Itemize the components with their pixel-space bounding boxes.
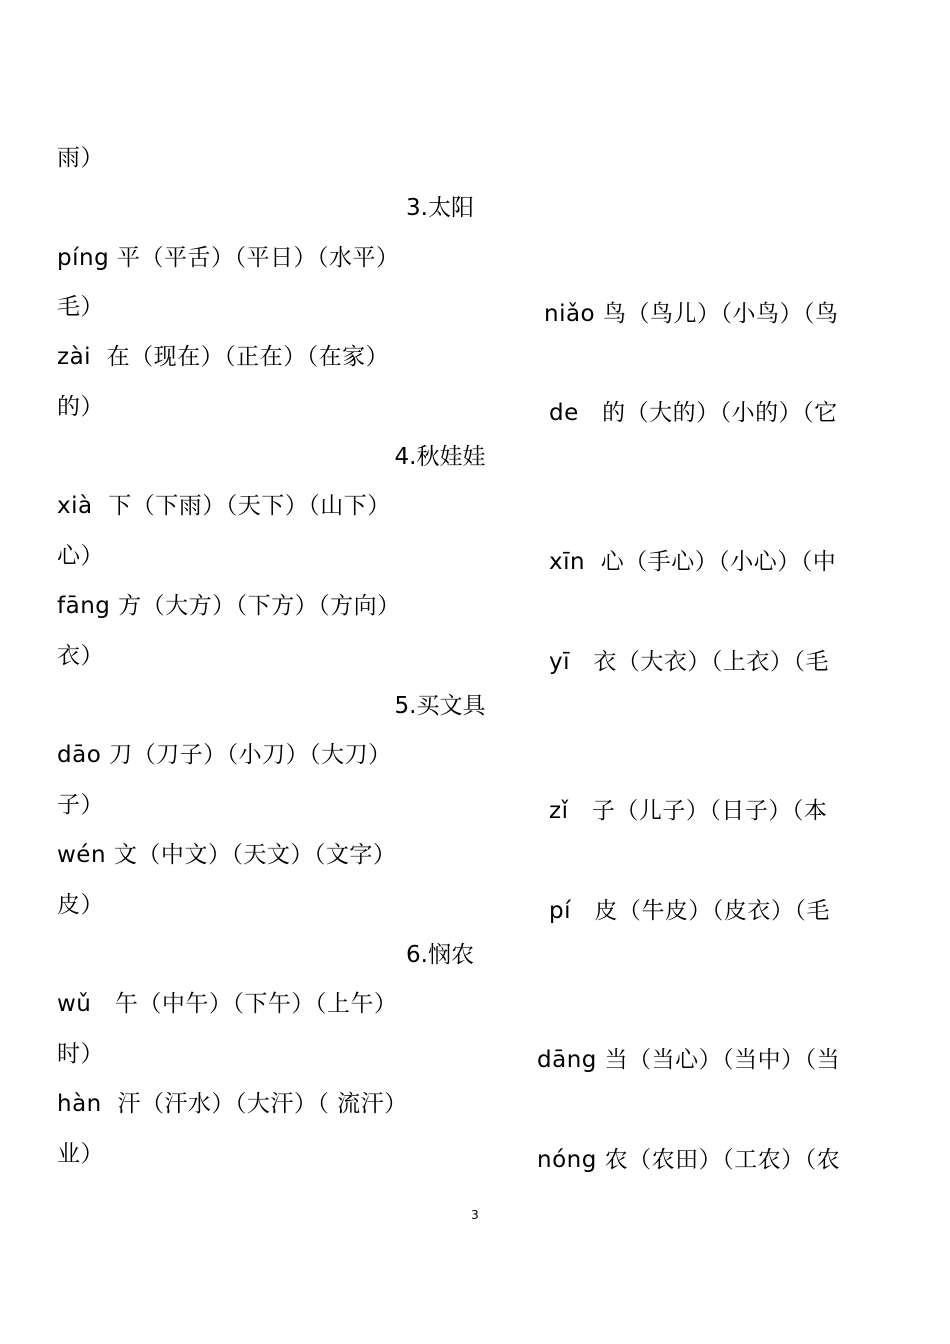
vocab-entry-right: yī 衣（大衣）（上衣）（毛 <box>549 649 829 675</box>
continuation-line: 雨） <box>57 145 104 171</box>
lesson-heading-4: 4.秋娃娃 <box>394 444 486 470</box>
vocab-entry-left: wǔ 午（中午）（下午）（上午） <box>57 991 398 1017</box>
continuation-line: 衣） <box>57 643 104 669</box>
vocab-entry-left: xià 下（下雨）（天下）（山下） <box>57 493 391 519</box>
vocab-entry-right: xīn 心（手心）（小心）（中 <box>549 549 837 575</box>
vocab-entry-left: wén 文（中文）（天文）（文字） <box>57 842 397 868</box>
vocab-entry-right: niǎo 鸟（鸟儿）（小鸟）（鸟 <box>544 301 839 327</box>
vocab-entry-right: zǐ 子（儿子）（日子）（本 <box>549 798 828 824</box>
continuation-line: 毛） <box>57 294 104 320</box>
vocab-entry-left: píng 平（平舌）（平日）（水平） <box>57 245 400 271</box>
page-number: 3 <box>471 1208 479 1222</box>
vocab-entry-left: fāng 方（大方）（下方）（方向） <box>57 593 401 619</box>
continuation-line: 的） <box>57 394 104 420</box>
vocab-entry-left: zài 在（现在）（正在）（在家） <box>57 344 390 370</box>
continuation-line: 业） <box>57 1141 104 1167</box>
vocab-entry-left: hàn 汗（汗水）（大汗）（ 流汗） <box>57 1091 408 1117</box>
vocab-entry-right: nóng 农（农田）（工农）（农 <box>537 1147 841 1173</box>
vocab-entry-left: dāo 刀（刀子）（小刀）（大刀） <box>57 742 392 768</box>
lesson-heading-5: 5.买文具 <box>394 693 486 719</box>
continuation-line: 皮） <box>57 892 104 918</box>
lesson-heading-3: 3.太阳 <box>406 195 474 221</box>
continuation-line: 子） <box>57 792 104 818</box>
vocab-entry-right: pí 皮（牛皮）（皮衣）（毛 <box>549 898 830 924</box>
lesson-heading-6: 6.悯农 <box>406 942 474 968</box>
vocab-entry-right: dāng 当（当心）（当中）（当 <box>537 1047 841 1073</box>
continuation-line: 心） <box>57 543 104 569</box>
continuation-line: 时） <box>57 1041 104 1067</box>
vocab-entry-right: de 的（大的）（小的）（它 <box>549 400 838 426</box>
